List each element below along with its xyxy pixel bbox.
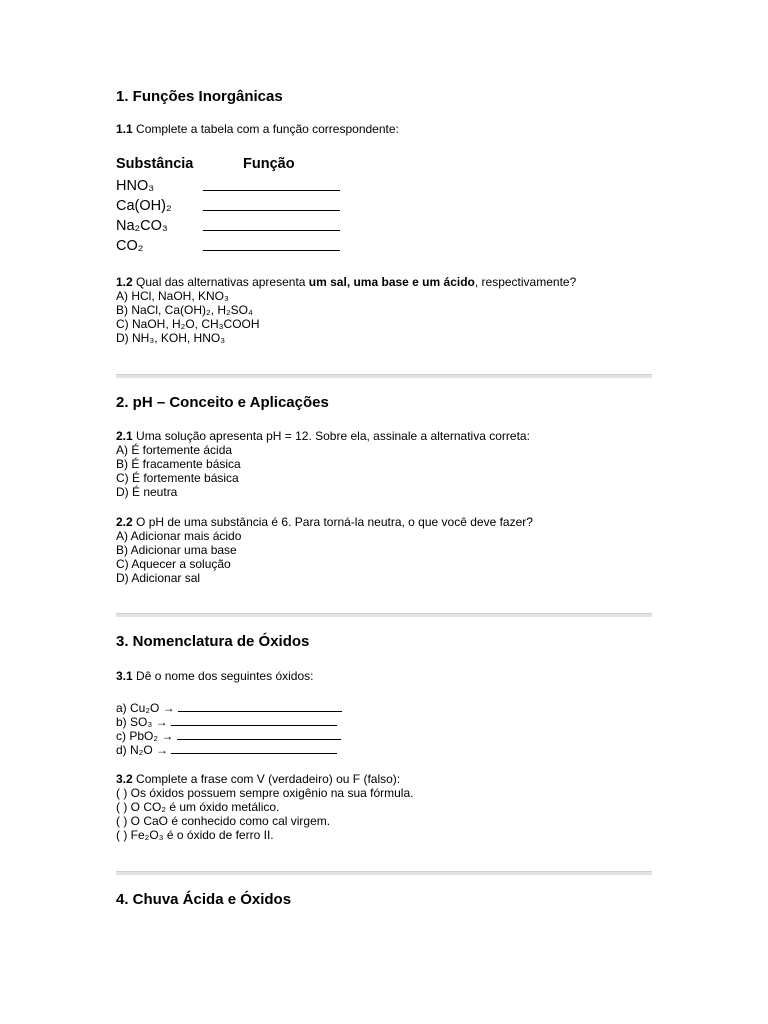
question-3-2 (116, 772, 400, 786)
question-1-2 (116, 275, 576, 289)
table-row-substance: HNO₃ (116, 178, 155, 194)
section-1-title: 1. Funções Inorgânicas (116, 88, 283, 105)
option-b: B) Adicionar uma base (116, 543, 237, 557)
table-header-substance: Substância (116, 156, 194, 172)
option-a: A) Adicionar mais ácido (116, 529, 242, 543)
oxide-item-d (116, 741, 337, 757)
option-c: C) Aquecer a solução (116, 557, 231, 571)
question-2-1 (116, 429, 530, 443)
oxide-label: b) SO₃ → (116, 715, 171, 729)
question-number: 3.1 (116, 669, 133, 683)
option-c: C) É fortemente básica (116, 471, 239, 485)
question-emphasis: um sal, uma base e um ácido (308, 275, 475, 289)
section-3-title: 3. Nomenclatura de Óxidos (116, 633, 310, 650)
question-1-1 (116, 122, 399, 136)
answer-blank[interactable] (203, 178, 340, 196)
option-c: C) NaOH, H₂O, CH₃COOH (116, 317, 260, 331)
answer-blank[interactable] (178, 699, 342, 712)
oxide-label: a) Cu₂O → (116, 701, 179, 715)
true-false-item: ( ) Os óxidos possuem sempre oxigênio na sua fórmula. (116, 786, 414, 800)
table-row-substance: Ca(OH)₂ (116, 198, 172, 214)
question-number: 3.2 (116, 772, 133, 786)
option-b: B) NaCl, Ca(OH)₂, H₂SO₄ (116, 303, 253, 317)
oxide-label: d) N₂O → (116, 743, 172, 757)
question-number: 1.1 (116, 122, 133, 136)
question-text: Uma solução apresenta pH = 12. Sobre ela, assinale a alternativa correta: (132, 429, 530, 443)
option-d: D) Adicionar sal (116, 571, 201, 585)
answer-blank[interactable] (203, 238, 340, 256)
answer-blank[interactable] (171, 713, 337, 726)
question-text: Complete a tabela com a função correspondente: (132, 122, 399, 136)
question-3-1 (116, 669, 313, 683)
section-divider (116, 613, 652, 617)
table-header-function: Função (243, 156, 295, 172)
true-false-item: ( ) O CaO é conhecido como cal virgem. (116, 814, 331, 828)
question-text: Dê o nome dos seguintes óxidos: (132, 669, 314, 683)
section-divider (116, 374, 652, 378)
question-text: O pH de uma substância é 6. Para torná-la neutra, o que você deve fazer? (132, 515, 533, 529)
answer-blank[interactable] (203, 198, 340, 216)
option-a: A) HCl, NaOH, KNO₃ (116, 289, 229, 303)
question-number: 2.1 (116, 429, 133, 443)
question-2-2 (116, 515, 533, 529)
oxide-label: c) PbO₂ → (116, 729, 177, 743)
question-number: 1.2 (116, 275, 133, 289)
section-divider (116, 871, 652, 875)
option-a: A) É fortemente ácida (116, 443, 233, 457)
table-row-substance: Na₂CO₃ (116, 218, 168, 234)
true-false-item: ( ) Fe₂O₃ é o óxido de ferro II. (116, 828, 274, 842)
option-d: D) É neutra (116, 485, 178, 499)
section-2-title: 2. pH – Conceito e Aplicações (116, 394, 329, 411)
answer-blank[interactable] (203, 218, 340, 236)
question-text: Complete a frase com V (verdadeiro) ou F (falso): (132, 772, 401, 786)
question-number: 2.2 (116, 515, 133, 529)
true-false-item: ( ) O CO₂ é um óxido metálico. (116, 800, 280, 814)
option-b: B) É fracamente básica (116, 457, 241, 471)
answer-blank[interactable] (177, 727, 341, 740)
question-text-end: , respectivamente? (474, 275, 577, 289)
answer-blank[interactable] (171, 741, 337, 754)
question-text: Qual das alternativas apresenta (132, 275, 309, 289)
option-d: D) NH₃, KOH, HNO₃ (116, 331, 226, 345)
section-4-title: 4. Chuva Ácida e Óxidos (116, 891, 292, 908)
table-row-substance: CO₂ (116, 238, 144, 254)
